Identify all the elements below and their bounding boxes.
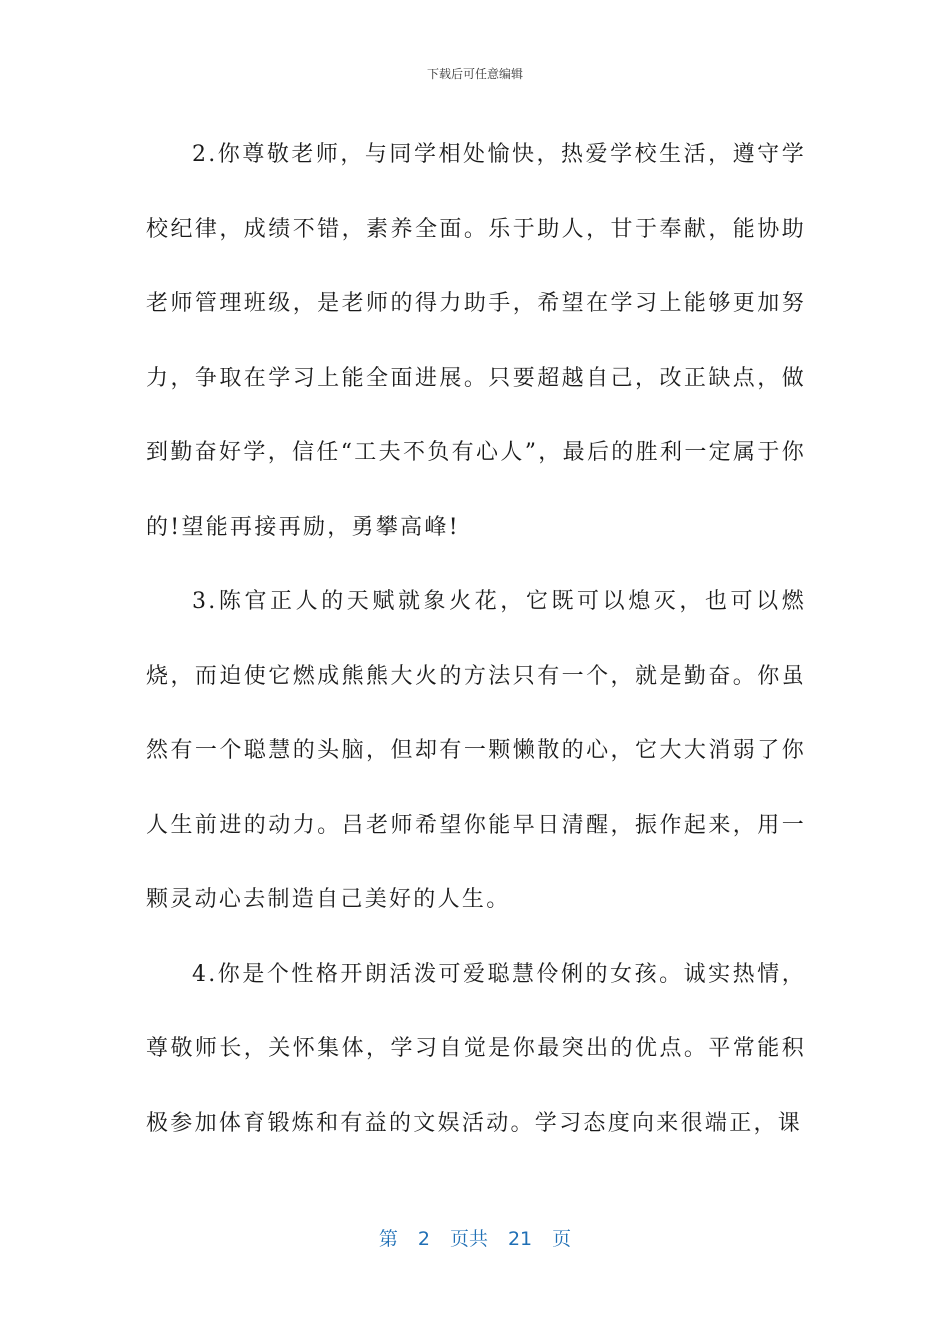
footer-middle: 页共 [449,1228,488,1250]
document-body [146,118,806,1161]
paragraph-4: 4.你是个性格开朗活泼可爱聪慧伶俐的女孩。诚实热情，尊敬师长，关怀集体，学习自觉是你最突出的优点。平常能积极参加体育锻炼和有益的文娱活动。学习态度向来很端正，课 [146,961,806,1136]
footer-prefix: 第 [378,1228,398,1250]
footer-suffix: 页 [552,1228,572,1250]
page-footer [0,1226,950,1252]
paragraph-3: 3.陈官正人的天赋就象火花，它既可以熄灭，也可以燃烧，而迫使它燃成熊熊大火的方法只有一个，就是勤奋。你虽然有一个聪慧的头脑，但却有一颗懒散的心，它大大消弱了你人生前进的动力。吕老师希望你能早日清醒，振作起来，用一颗灵动心去制造自己美好的人生。 [146,589,806,912]
footer-page-number: 2 [417,1228,430,1250]
footer-total-pages: 21 [507,1228,533,1250]
page-header: 下载后可任意编辑 [426,67,523,81]
paragraph-2: 2.你尊敬老师，与同学相处愉快，热爱学校生活，遵守学校纪律，成绩不错，素养全面。乐于助人，甘于奉献，能协助老师管理班级，是老师的得力助手，希望在学习上能够更加努力，争取在学习上能全面进展。只要超越自己，改正缺点，做到勤奋好学，信任“工夫不负有心人”，最后的胜利一定属于你的!望能再接再励，勇攀高峰! [146,142,806,540]
